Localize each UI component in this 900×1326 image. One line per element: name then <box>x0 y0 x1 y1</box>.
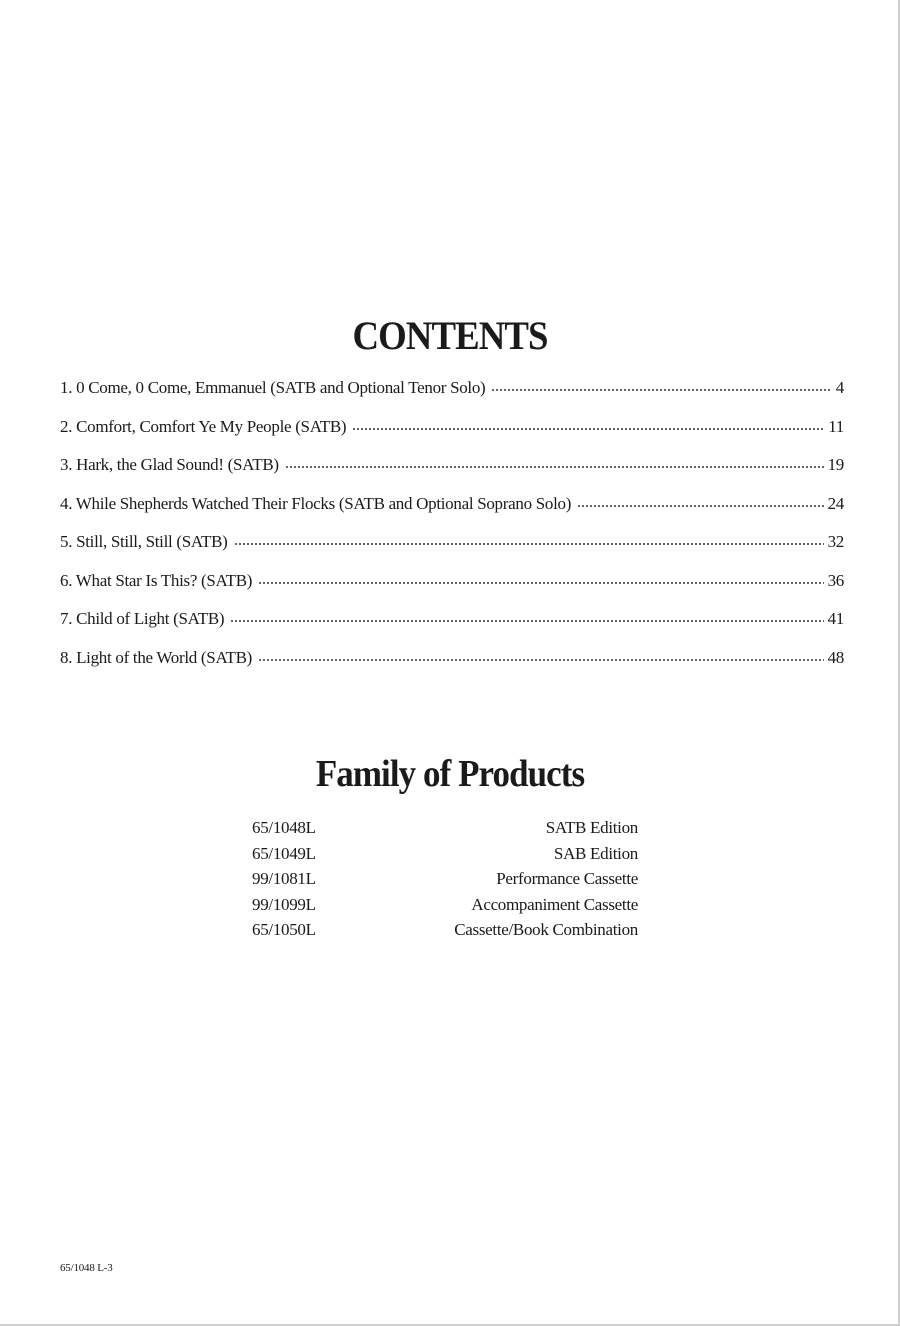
toc-entry-page: 32 <box>827 532 844 551</box>
product-code: 65/1049L <box>252 843 316 863</box>
product-name: SATB Edition <box>545 818 638 837</box>
dot-leader <box>285 453 824 470</box>
dot-leader <box>577 492 824 509</box>
family-of-products-heading: Family of Products <box>315 753 585 795</box>
product-name: Performance Cassette <box>496 869 638 889</box>
product-row <box>252 895 638 921</box>
toc-entry-title: 8. Light of the World (SATB) <box>60 647 253 667</box>
dot-leader <box>258 569 823 586</box>
toc-entry <box>60 569 844 608</box>
toc-entry-title: 4. While Shepherds Watched Their Flocks (SATB and Optional Soprano Solo) <box>60 493 572 513</box>
dot-leader <box>234 530 824 547</box>
toc-entry-title: 1. 0 Come, 0 Come, Emmanuel (SATB and Optional Tenor Solo) <box>60 378 486 397</box>
toc-entry-title: 5. Still, Still, Still (SATB) <box>60 532 228 551</box>
product-row <box>252 818 638 844</box>
products-list <box>252 818 638 946</box>
product-row <box>252 844 638 870</box>
contents-heading: CONTENTS <box>352 313 548 358</box>
toc-entry-title: 3. Hark, the Glad Sound! (SATB) <box>60 455 279 474</box>
toc-entry-page: 4 <box>835 378 844 397</box>
product-code: 99/1081L <box>252 869 316 889</box>
toc-entry <box>60 530 844 569</box>
toc-entry-title: 7. Child of Light (SATB) <box>60 609 225 628</box>
toc-entry <box>60 646 844 685</box>
product-row <box>252 920 638 946</box>
toc-entry-page: 24 <box>827 493 844 513</box>
dot-leader <box>258 646 824 663</box>
footer-catalog-code: 65/1048 L-3 <box>60 1262 113 1274</box>
toc-entry-page: 19 <box>827 455 844 474</box>
table-of-contents <box>60 376 844 684</box>
toc-entry-title: 2. Comfort, Comfort Ye My People (SATB) <box>60 416 347 436</box>
toc-entry-page: 41 <box>827 609 844 628</box>
product-name: Cassette/Book Combination <box>454 920 638 940</box>
toc-entry <box>60 607 844 646</box>
toc-entry-page: 48 <box>827 647 844 667</box>
product-name: Accompaniment Cassette <box>471 894 638 914</box>
product-name: SAB Edition <box>553 843 638 863</box>
product-code: 99/1099L <box>252 894 316 914</box>
toc-entry <box>60 415 844 454</box>
product-code: 65/1048L <box>252 818 316 837</box>
product-row <box>252 869 638 895</box>
dot-leader <box>352 415 824 432</box>
toc-entry-page: 36 <box>827 570 844 590</box>
toc-entry-page: 11 <box>828 416 844 436</box>
dot-leader <box>491 376 831 393</box>
dot-leader <box>230 607 823 624</box>
toc-entry-title: 6. What Star Is This? (SATB) <box>60 570 253 590</box>
product-code: 65/1050L <box>252 920 316 940</box>
toc-entry <box>60 492 844 531</box>
toc-entry <box>60 376 844 415</box>
toc-entry <box>60 453 844 492</box>
